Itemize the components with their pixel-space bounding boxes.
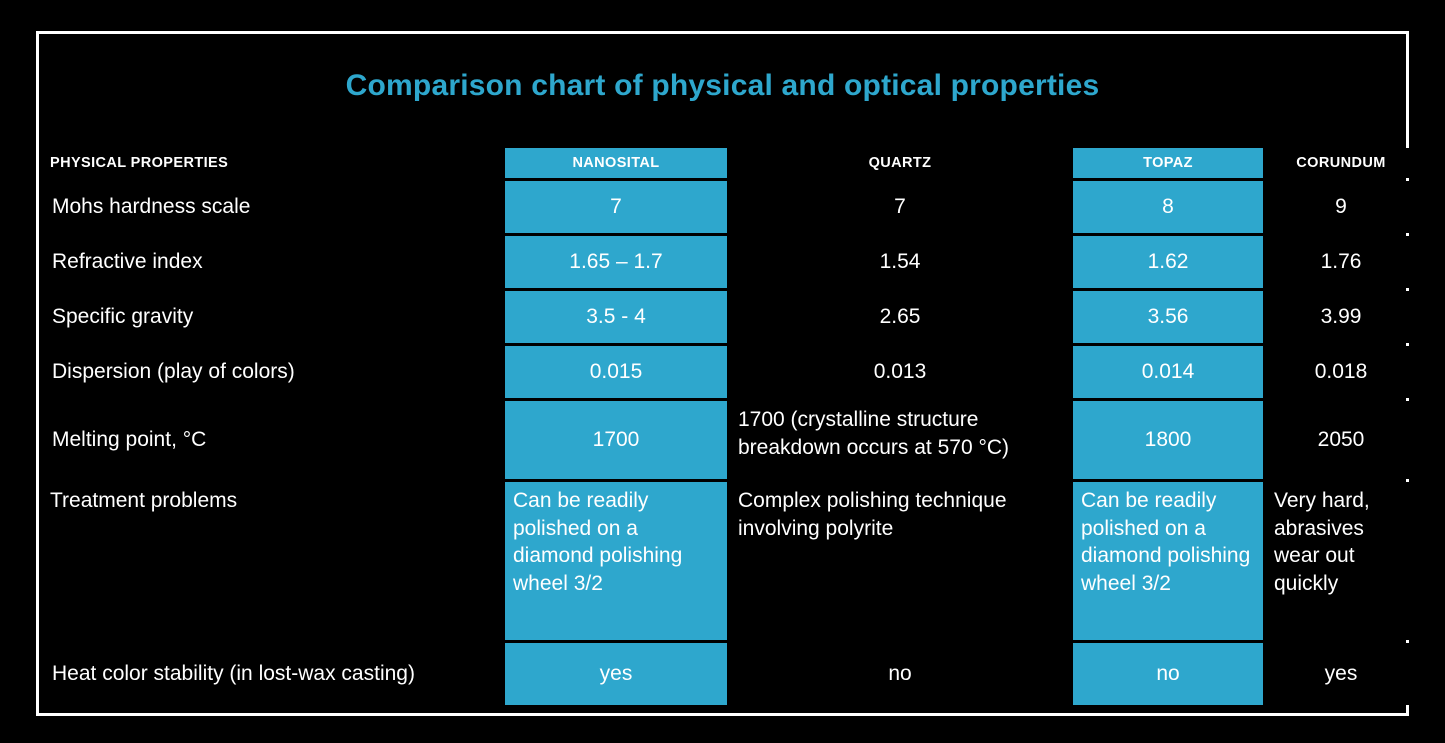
- cell-dispersion-topaz: 0.014: [1073, 346, 1263, 398]
- row-label-specific-gravity: Specific gravity: [42, 291, 502, 343]
- cell-heat-corundum: yes: [1266, 643, 1416, 705]
- row-label-refractive-index: Refractive index: [42, 236, 502, 288]
- cell-dispersion-nanosital: 0.015: [505, 346, 727, 398]
- cell-treatment-corundum: Very hard, abrasives wear out quickly: [1266, 482, 1416, 640]
- cell-gravity-corundum: 3.99: [1266, 291, 1416, 343]
- column-header-property: [42, 148, 502, 178]
- cell-gravity-topaz: 3.56: [1073, 291, 1263, 343]
- cell-melting-topaz: 1800: [1073, 401, 1263, 479]
- cell-dispersion-quartz: 0.013: [730, 346, 1070, 398]
- cell-mohs-nanosital: 7: [505, 181, 727, 233]
- cell-treatment-quartz: Complex polishing technique involving polyrite: [730, 482, 1070, 640]
- table-header-row: [42, 148, 1416, 178]
- column-header-quartz-label: QUARTZ: [868, 155, 932, 171]
- cell-gravity-nanosital: 3.5 - 4: [505, 291, 727, 343]
- column-header-topaz: [1073, 148, 1263, 178]
- cell-mohs-quartz: 7: [730, 181, 1070, 233]
- cell-melting-corundum: 2050: [1266, 401, 1416, 479]
- cell-heat-quartz: no: [730, 643, 1070, 705]
- table-body: [42, 181, 1416, 705]
- table-header: [42, 148, 1416, 178]
- row-label-mohs-hardness: Mohs hardness scale: [42, 181, 502, 233]
- cell-mohs-topaz: 8: [1073, 181, 1263, 233]
- row-label-melting-point: Melting point, °C: [42, 401, 502, 479]
- table-row: [42, 181, 1416, 233]
- cell-mohs-corundum: 9: [1266, 181, 1416, 233]
- table-row: [42, 643, 1416, 705]
- column-header-quartz: [730, 148, 1070, 178]
- row-label-heat-color-stability: Heat color stability (in lost-wax casting): [42, 643, 502, 705]
- row-label-dispersion: Dispersion (play of colors): [42, 346, 502, 398]
- cell-treatment-nanosital: Can be readily polished on a diamond polishing wheel 3/2: [505, 482, 727, 640]
- page-title: Comparison chart of physical and optical properties: [345, 68, 1100, 102]
- cell-refractive-topaz: 1.62: [1073, 236, 1263, 288]
- comparison-table: [39, 145, 1419, 708]
- cell-heat-nanosital: yes: [505, 643, 727, 705]
- cell-melting-quartz: 1700 (crystalline structure breakdown occurs at 570 °C): [730, 401, 1070, 479]
- table-row: [42, 291, 1416, 343]
- column-header-topaz-label: TOPAZ: [1143, 155, 1193, 171]
- column-header-nanosital: [505, 148, 727, 178]
- table-row: [42, 236, 1416, 288]
- cell-gravity-quartz: 2.65: [730, 291, 1070, 343]
- column-header-nanosital-label: NANOSITAL: [572, 155, 660, 171]
- row-label-treatment-problems: Treatment problems: [42, 482, 502, 640]
- cell-treatment-topaz: Can be readily polished on a diamond polishing wheel 3/2: [1073, 482, 1263, 640]
- cell-refractive-quartz: 1.54: [730, 236, 1070, 288]
- table-row: [42, 401, 1416, 479]
- column-header-property-label: PHYSICAL PROPERTIES: [50, 155, 229, 171]
- table-row: [42, 482, 1416, 640]
- column-header-corundum: [1266, 148, 1416, 178]
- cell-heat-topaz: no: [1073, 643, 1263, 705]
- cell-melting-nanosital: 1700: [505, 401, 727, 479]
- cell-dispersion-corundum: 0.018: [1266, 346, 1416, 398]
- column-header-corundum-label: CORUNDUM: [1296, 155, 1386, 171]
- cell-refractive-corundum: 1.76: [1266, 236, 1416, 288]
- table-row: [42, 346, 1416, 398]
- cell-refractive-nanosital: 1.65 – 1.7: [505, 236, 727, 288]
- chart-title-band: [36, 31, 1409, 140]
